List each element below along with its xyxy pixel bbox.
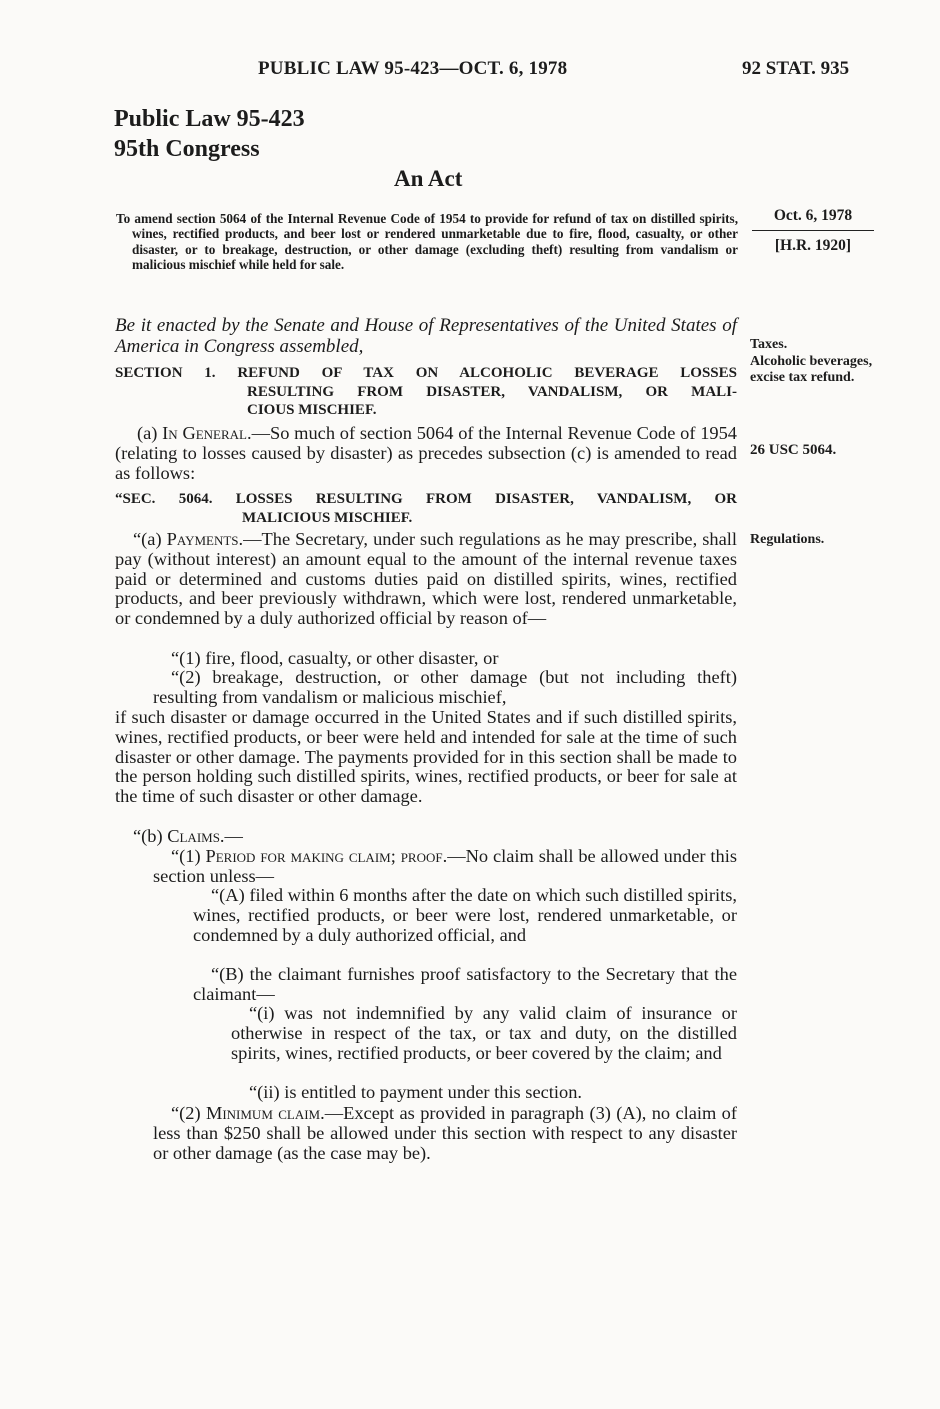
sec-5064-b-1-A: “(A) filed within 6 months after the date on which such distilled spirits, wines, rectified products, or beer were lost, rendered unmarketable, or condemned by a duly authorized official, and [193,885,737,945]
subsection-caption: Claims. [167,826,225,846]
sec-5064-b-1 [115,847,737,887]
subsection-text: —The Secretary, under such regulations as he may prescribe, shall pay (without interest) an amount equal to the amount of the internal revenue taxes paid or determined and customs duties paid on distilled spirits, wines, rectified products, and beer previously withdrawn, which were lost, rendered unmarketable, or condemned by a duly authorized official by reason of— [115,529,738,629]
sec-5064-b-1-B-ii: “(ii) is entitled to payment under this section. [249,1082,582,1102]
subsection-label: (a) [137,423,163,443]
congress-number: 95th Congress [114,136,260,162]
sec-5064-b-1-B-i: “(i) was not indemnified by any valid claim of insurance or otherwise in respect of the tax, or tax and duty, on the distilled spirits, wines, rectified products, or beer covered by the claim; and [231,1003,737,1063]
paragraph-label: “(1) [171,846,206,866]
section-1-a [115,424,737,483]
sidenote-alcoholic: Alcoholic beverages, excise tax refund. [750,354,873,385]
sec-5064-a-1: “(1) fire, flood, casualty, or other disaster, or [171,648,499,668]
paragraph-label: “(2) [171,1103,206,1123]
sec-5064-b [115,827,737,847]
sec-5064-heading-line-1: “SEC. 5064. LOSSES RESULTING FROM DISASTER, VANDALISM, OR [115,491,737,507]
act-purpose: To amend section 5064 of the Internal Revenue Code of 1954 to provide for refund of tax on distilled spirits, wines, rectified products, and beer lost or rendered unmarketable due to fire, flood, casualty, or other disaster, or to breakage, destruction, or other damage (excluding theft) resulting from vandalism or malicious mischief while held for sale. [116,211,738,272]
section-1-heading [115,364,737,420]
enacting-clause: Be it enacted by the Senate and House of Representatives of the United States of America in Congress assembled, [115,315,737,357]
sec-5064-heading [115,490,737,527]
subsection-label: “(b) [133,826,168,846]
paragraph-text: —No claim shall be allowed under this section unless— [153,846,737,886]
subsection-text: —So much of section 5064 of the Internal Revenue Code of 1954 (relating to losses caused by disaster) as precedes subsection (c) is amended to read as follows: [115,423,737,483]
sec-5064-a-tail: if such disaster or damage occurred in the United States and if such distilled spirits, wines, rectified products, or beer were held and intended for sale at the time of such disaster or other damage. The payments provided for in this section shall be made to the person holding such distilled spirits, wines, rectified products, or beer for sale at the time of such disaster or other damage. [115,707,737,807]
paragraph-caption: Period for making claim; proof. [205,846,448,866]
statute-page-number: 92 STAT. 935 [742,58,850,79]
subsection-caption: In General. [162,423,252,443]
section-1-heading-line-2: RESULTING FROM DISASTER, VANDALISM, OR MALI- [247,383,737,400]
law-title-block [114,104,305,164]
subsection-caption: Payments. [166,529,244,549]
sidenote-regulations: Regulations. [750,532,825,547]
sec-5064-a [115,530,737,629]
sidenote-usc: 26 USC 5064. [750,442,837,458]
sec-5064-b-1-B: “(B) the claimant furnishes proof satisfactory to the Secretary that the claimant— [193,964,737,1004]
section-1-heading-line-3: CIOUS MISCHIEF. [247,402,377,418]
section-1-heading-line [115,383,737,420]
paragraph-text: —Except as provided in paragraph (3) (A), no claim of less than $250 shall be allowed under this section with respect to any disaster or other damage (as the case may be). [153,1103,737,1163]
section-1-heading-line: SECTION 1. REFUND OF TAX ON ALCOHOLIC BEVERAGE LOSSES [115,365,737,381]
paragraph-caption: Minimum claim. [205,1103,325,1123]
enactment-sidenote [752,207,874,255]
sec-5064-a-2: “(2) breakage, destruction, or other damage (but not including theft) resulting from vandalism or malicious mischief, [153,667,737,707]
public-law-number: Public Law 95-423 [114,106,305,132]
act-heading: An Act [394,166,463,191]
subsection-dash: — [224,826,243,846]
running-head: PUBLIC LAW 95-423—OCT. 6, 1978 [258,58,568,79]
bill-number: [H.R. 1920] [774,237,852,254]
sec-5064-b-2 [115,1104,737,1163]
subsection-label: “(a) [133,529,167,549]
enactment-date: Oct. 6, 1978 [752,207,874,231]
sec-5064-heading-line-2: MALICIOUS MISCHIEF. [242,509,413,526]
sidenote-taxes: Taxes. [750,337,788,352]
